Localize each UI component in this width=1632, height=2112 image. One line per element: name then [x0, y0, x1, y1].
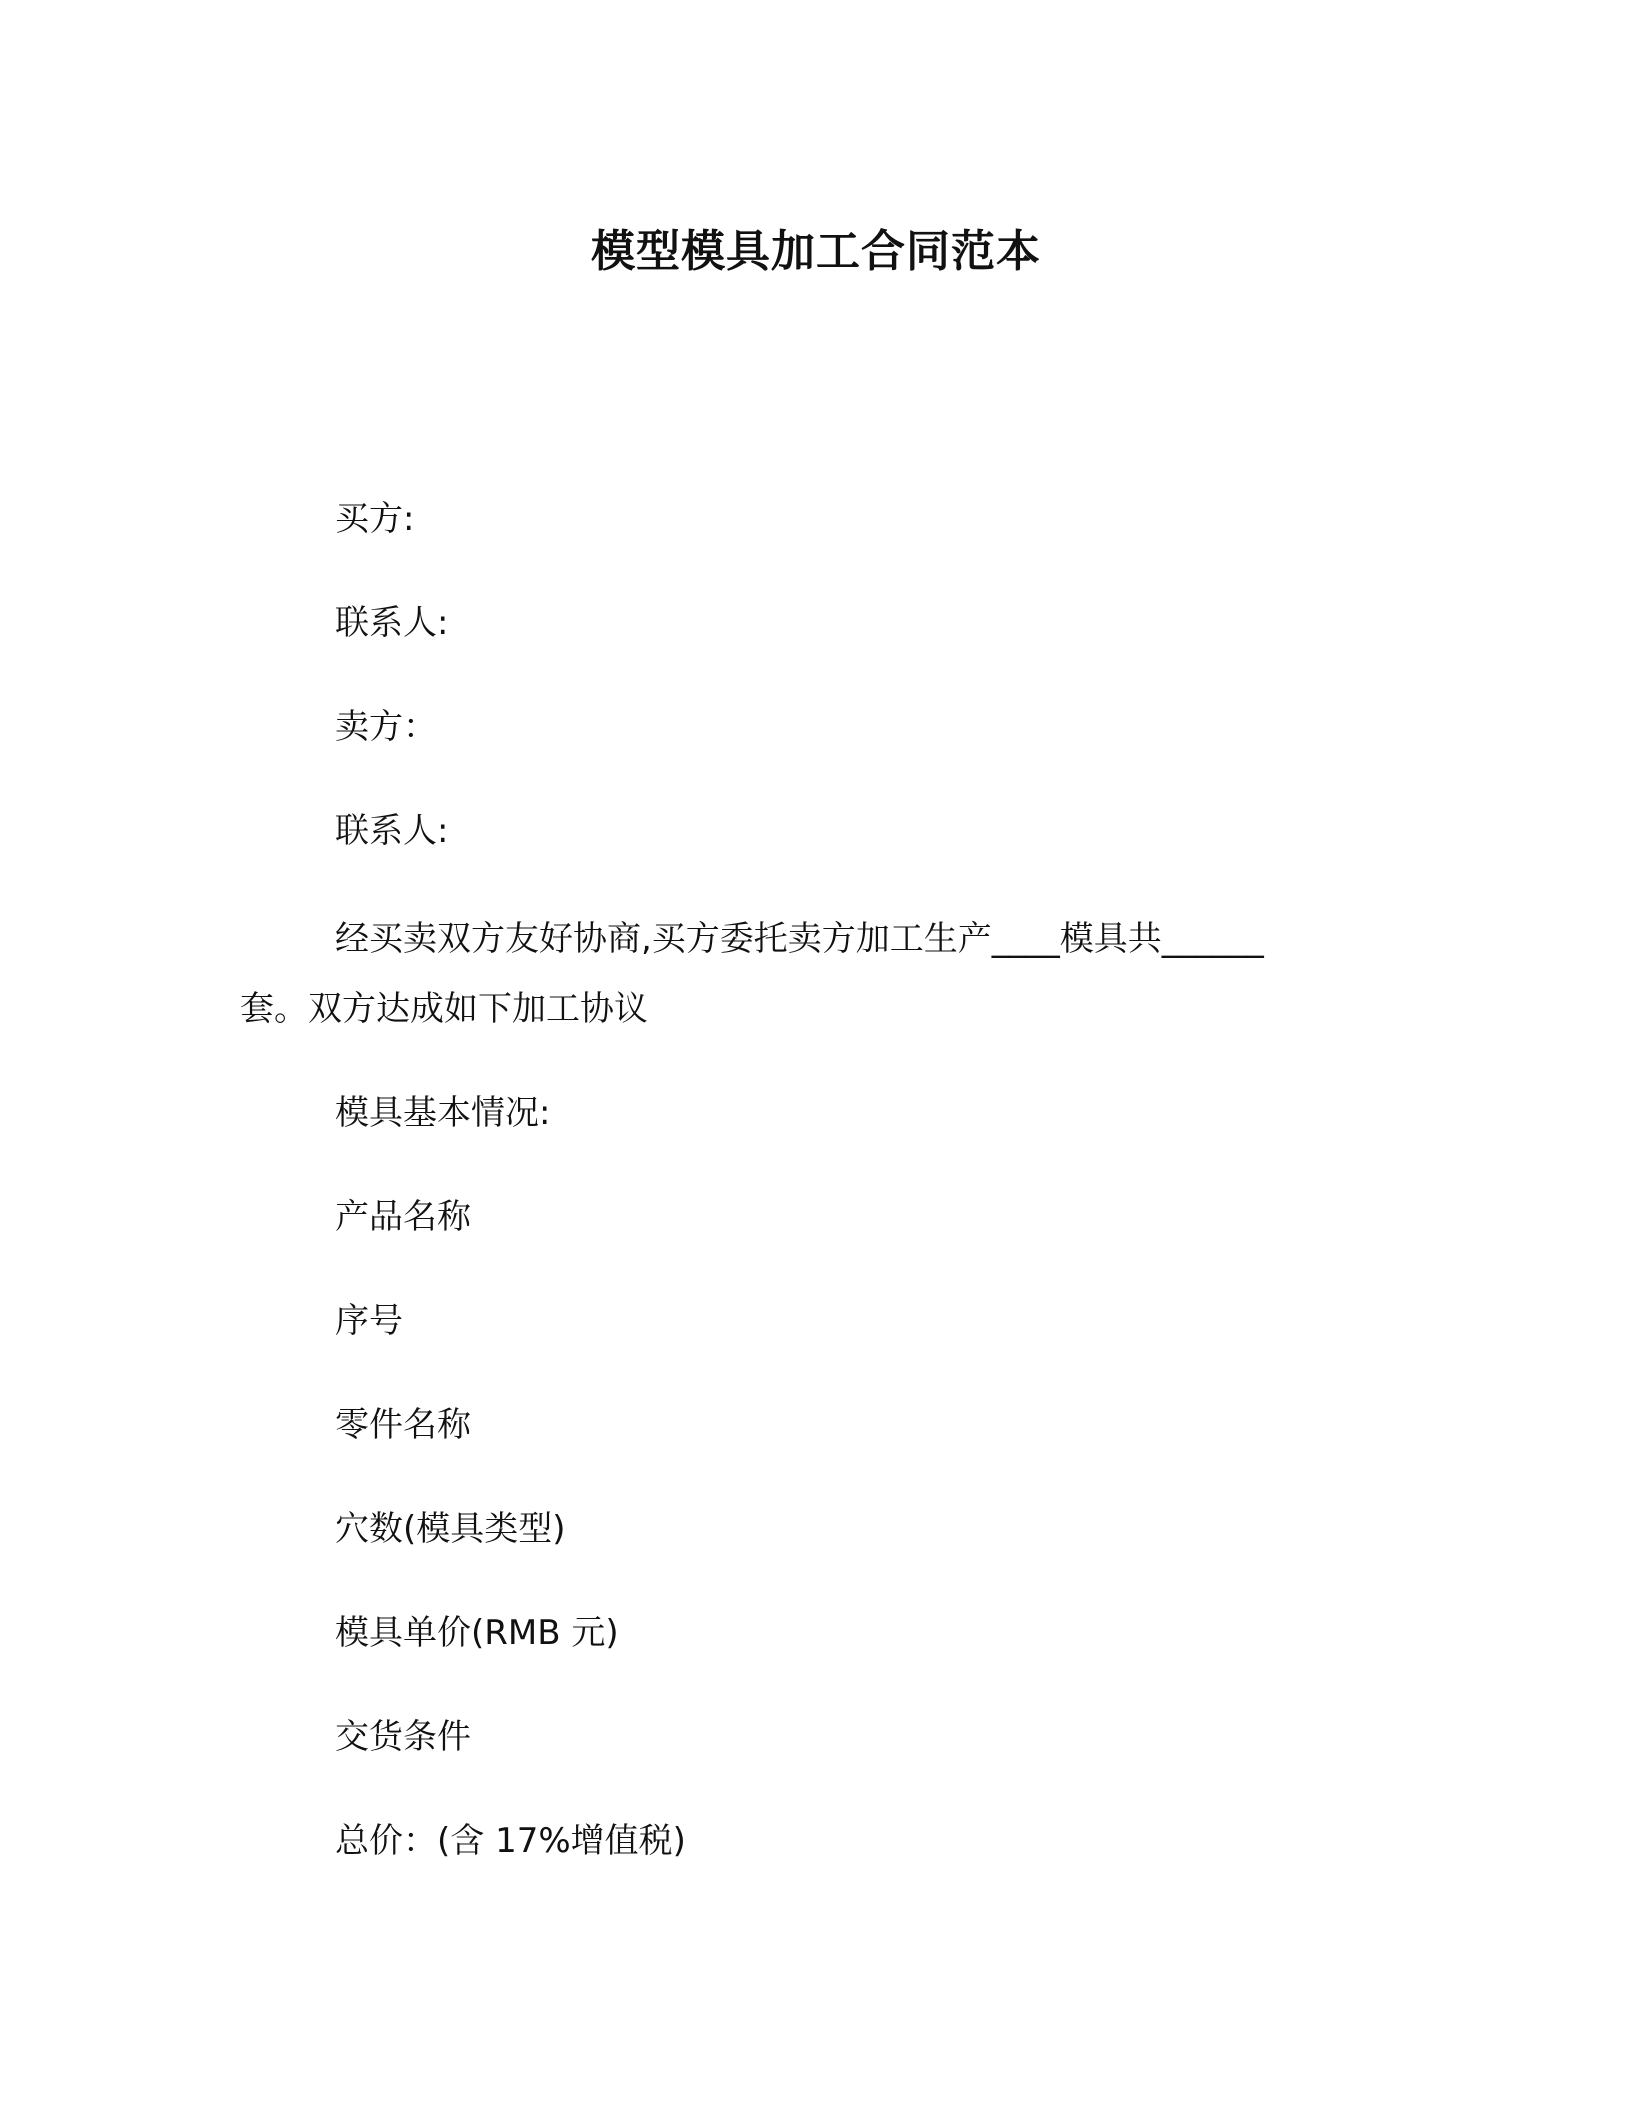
buyer-label: 买方: [335, 499, 415, 539]
document-title: 模型模具加工合同范本 [591, 226, 1041, 277]
seller-contact-label: 联系人: [335, 811, 449, 851]
mold-unit-price-label: 模具单价(RMB 元) [335, 1613, 619, 1653]
serial-number-label: 序号 [335, 1301, 403, 1341]
part-name-label: 零件名称 [335, 1405, 471, 1445]
total-price-label: 总价：(含 17%增值税) [335, 1821, 686, 1861]
mold-basic-info-heading: 模具基本情况: [335, 1093, 551, 1133]
delivery-terms-label: 交货条件 [335, 1717, 471, 1757]
product-name-label: 产品名称 [335, 1197, 471, 1237]
buyer-contact-label: 联系人: [335, 603, 449, 643]
seller-label: 卖方： [335, 707, 437, 747]
agreement-paragraph-line-2: 套。双方达成如下加工协议 [240, 989, 648, 1029]
cavity-count-label: 穴数(模具类型) [335, 1509, 566, 1549]
agreement-paragraph-line-1: 经买卖双方友好协商,买方委托卖方加工生产____模具共______ [335, 919, 1264, 959]
